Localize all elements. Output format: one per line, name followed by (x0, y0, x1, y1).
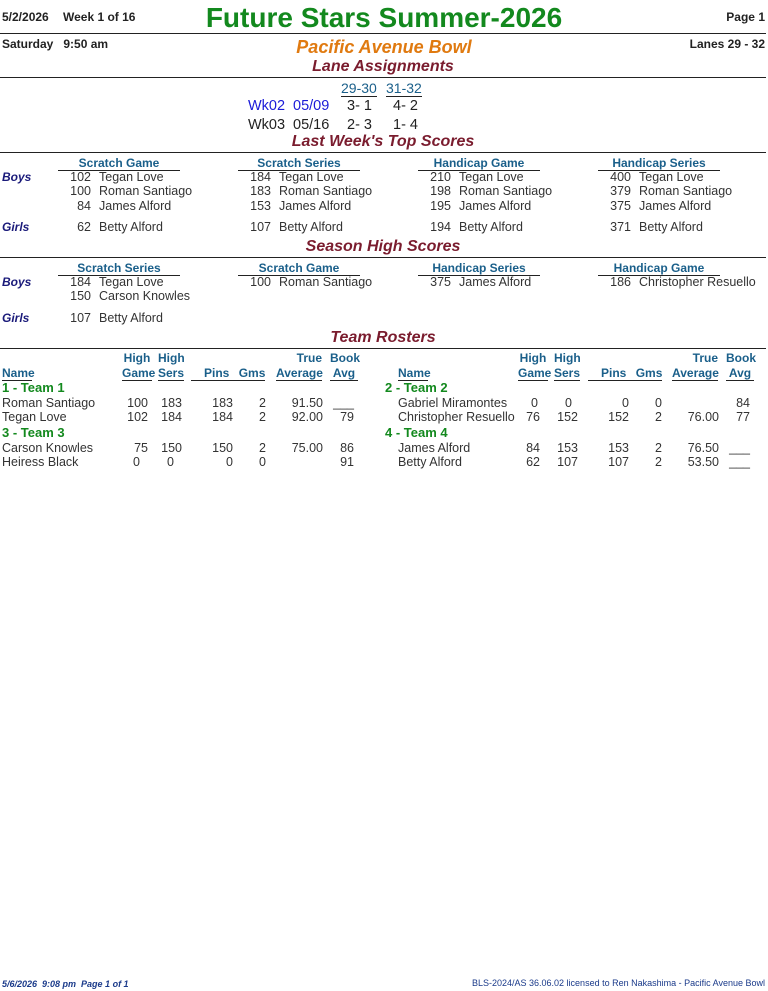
bowler-name: Roman Santiago (279, 184, 373, 198)
bowler-name: Carson Knowles (99, 289, 191, 303)
team-heading: 1 - Team 1 (2, 380, 65, 395)
col-gms: Gms (635, 366, 663, 380)
lane-assignments-title: Lane Assignments (312, 58, 454, 75)
pins: 0 (622, 396, 629, 410)
bowler-name: Roman Santiago (639, 184, 733, 198)
col-pins: Pins (204, 366, 230, 380)
high-sers: 0 (167, 455, 174, 469)
category-header: Scratch Game (58, 156, 180, 171)
team-heading: 4 - Team 4 (385, 425, 448, 440)
player-name: Heiress Black (2, 455, 79, 469)
lane-matchup: 3- 1 (347, 98, 372, 114)
high-game: 102 (127, 410, 148, 424)
true-average: 75.00 (291, 441, 323, 455)
score-value: 62 (77, 220, 91, 234)
bowler-name: Roman Santiago (459, 184, 553, 198)
true-average: 76.00 (687, 410, 719, 424)
category-header: Scratch Series (238, 156, 360, 171)
category-header: Handicap Game (418, 156, 540, 171)
high-sers: 0 (565, 396, 572, 410)
player-name: Roman Santiago (2, 396, 96, 410)
book-average: 86 (340, 441, 354, 455)
player-name: Gabriel Miramontes (398, 396, 508, 410)
col-true-average: True (692, 351, 718, 365)
book-average: 91 (340, 455, 354, 469)
score-value: 107 (70, 311, 91, 325)
girls-label: Girls (2, 311, 30, 325)
high-game: 0 (133, 455, 140, 469)
score-value: 400 (610, 170, 631, 184)
player-name: Carson Knowles (2, 441, 94, 455)
bowler-name: Betty Alford (99, 311, 163, 325)
games: 2 (259, 410, 266, 424)
week-indicator: Week 1 of 16 (63, 10, 136, 24)
bowler-name: James Alford (99, 199, 172, 213)
bowler-name: Tegan Love (99, 170, 164, 184)
col-high-game: High (519, 351, 547, 365)
boys-label: Boys (2, 170, 32, 184)
score-value: 100 (250, 275, 271, 289)
score-value: 375 (430, 275, 451, 289)
score-value: 194 (430, 220, 451, 234)
col-high-game: High (123, 351, 151, 365)
pins: 107 (608, 455, 629, 469)
footer-license: BLS-2024/AS 36.06.02 licensed to Ren Nakashima - Pacific Avenue Bowl (471, 978, 765, 988)
score-value: 153 (250, 199, 271, 213)
team-heading: 2 - Team 2 (385, 380, 448, 395)
col-book-avg: Avg (330, 366, 358, 381)
season-high-title: Season High Scores (305, 238, 461, 255)
col-pins: Pins (601, 366, 627, 380)
col-book-avg: Book (726, 351, 756, 365)
week-date: 05/16 (293, 117, 330, 133)
category-header: Scratch Game (238, 261, 360, 276)
bowler-name: Betty Alford (99, 220, 163, 234)
bowler-name: James Alford (459, 275, 532, 289)
pins: 183 (212, 396, 233, 410)
true-average: 92.00 (291, 410, 323, 424)
week-date: 05/09 (293, 98, 330, 114)
last-week-divider (0, 152, 766, 153)
category-header: Scratch Series (58, 261, 180, 276)
score-value: 375 (610, 199, 631, 213)
lane-matchup: 1- 4 (393, 117, 418, 133)
pins: 153 (608, 441, 629, 455)
col-pins-gms (191, 366, 265, 381)
high-game: 84 (526, 441, 540, 455)
high-sers: 183 (161, 396, 182, 410)
lane-pair-header: 29-30 (341, 80, 377, 96)
lane-pair-header: 31-32 (386, 80, 422, 96)
score-value: 183 (250, 184, 271, 198)
col-high-game: Game (122, 366, 156, 380)
book-average: 77 (736, 410, 750, 424)
category-header: Handicap Series (418, 261, 540, 276)
high-game: 62 (526, 455, 540, 469)
score-value: 100 (70, 184, 91, 198)
lane-matchup: 4- 2 (393, 98, 418, 114)
score-value: 371 (610, 220, 631, 234)
report-title: Future Stars Summer-2026 (205, 2, 563, 33)
high-sers: 184 (161, 410, 182, 424)
category-header: Handicap Game (598, 261, 720, 276)
true-average: 53.50 (687, 455, 719, 469)
col-high-game: Game (518, 366, 552, 380)
player-name: Betty Alford (398, 455, 462, 469)
score-value: 379 (610, 184, 631, 198)
col-true-average: Average (276, 366, 323, 380)
bowling-center: Pacific Avenue Bowl (296, 37, 472, 57)
true-average: 76.50 (687, 441, 719, 455)
col-book-avg: Book (330, 351, 360, 365)
col-book-avg: Avg (726, 366, 754, 381)
high-game: 100 (127, 396, 148, 410)
col-high-sers: High (158, 351, 185, 365)
pins: 0 (226, 455, 233, 469)
high-game: 76 (526, 410, 540, 424)
col-name: Name (398, 366, 431, 380)
bowler-name: Tegan Love (459, 170, 524, 184)
day-time: Saturday 9:50 am (2, 37, 109, 51)
bowler-name: Roman Santiago (99, 184, 193, 198)
team-rosters-title: Team Rosters (330, 329, 436, 346)
footer-timestamp: 5/6/2026 9:08 pm Page 1 of 1 (2, 979, 129, 989)
week-label: Wk02 (248, 98, 286, 114)
team-heading: 3 - Team 3 (2, 425, 65, 440)
header-divider (0, 33, 766, 34)
bowler-name: James Alford (459, 199, 532, 213)
season-high-divider (0, 257, 766, 258)
high-sers: 150 (161, 441, 182, 455)
high-sers: 152 (557, 410, 578, 424)
score-value: 150 (70, 289, 91, 303)
col-high-sers: High (554, 351, 581, 365)
games: 0 (259, 455, 266, 469)
week-label: Wk03 (248, 117, 286, 133)
bowler-name: Betty Alford (639, 220, 703, 234)
bowler-name: Christopher Resuello (639, 275, 756, 289)
high-sers: 107 (557, 455, 578, 469)
score-value: 184 (70, 275, 91, 289)
col-true-average: Average (672, 366, 719, 380)
games: 2 (655, 455, 662, 469)
score-value: 210 (430, 170, 451, 184)
lane-assignments-divider (0, 77, 766, 78)
lane-matchup: 2- 3 (347, 117, 372, 133)
true-average: 91.50 (291, 396, 323, 410)
col-true-average: True (296, 351, 322, 365)
page-number: Page 1 (726, 10, 765, 24)
boys-label: Boys (2, 275, 32, 289)
book-average: ___ (729, 441, 750, 455)
bowler-name: Tegan Love (639, 170, 704, 184)
report-date: 5/2/2026 (2, 10, 49, 24)
book-average: 84 (736, 396, 750, 410)
col-name: Name (2, 366, 35, 380)
col-high-sers: Sers (554, 366, 581, 380)
games: 2 (655, 410, 662, 424)
lanes-range: Lanes 29 - 32 (689, 37, 765, 51)
category-header: Handicap Series (598, 156, 720, 171)
col-pins-gms (588, 366, 662, 381)
score-value: 195 (430, 199, 451, 213)
score-value: 102 (70, 170, 91, 184)
book-average: 79 (340, 410, 354, 424)
player-name: Tegan Love (2, 410, 67, 424)
score-value: 107 (250, 220, 271, 234)
team-rosters-divider (0, 348, 766, 349)
score-value: 184 (250, 170, 271, 184)
bowler-name: Roman Santiago (279, 275, 373, 289)
bowler-name: Betty Alford (459, 220, 523, 234)
bowler-name: Tegan Love (279, 170, 344, 184)
book-average: ___ (729, 455, 750, 469)
pins: 184 (212, 410, 233, 424)
games: 2 (259, 441, 266, 455)
score-value: 84 (77, 199, 91, 213)
bowler-name: Betty Alford (279, 220, 343, 234)
games: 0 (655, 396, 662, 410)
book-average: ___ (333, 396, 354, 410)
bowler-name: Tegan Love (99, 275, 164, 289)
col-high-sers: Sers (158, 366, 185, 380)
bowler-name: James Alford (279, 199, 352, 213)
pins: 150 (212, 441, 233, 455)
high-sers: 153 (557, 441, 578, 455)
last-week-title: Last Week's Top Scores (291, 133, 475, 150)
score-value: 198 (430, 184, 451, 198)
high-game: 75 (134, 441, 148, 455)
col-gms: Gms (238, 366, 266, 380)
games: 2 (259, 396, 266, 410)
girls-label: Girls (2, 220, 30, 234)
score-value: 186 (610, 275, 631, 289)
pins: 152 (608, 410, 629, 424)
player-name: James Alford (398, 441, 471, 455)
high-game: 0 (531, 396, 538, 410)
bowler-name: James Alford (639, 199, 712, 213)
games: 2 (655, 441, 662, 455)
player-name: Christopher Resuello (398, 410, 515, 424)
